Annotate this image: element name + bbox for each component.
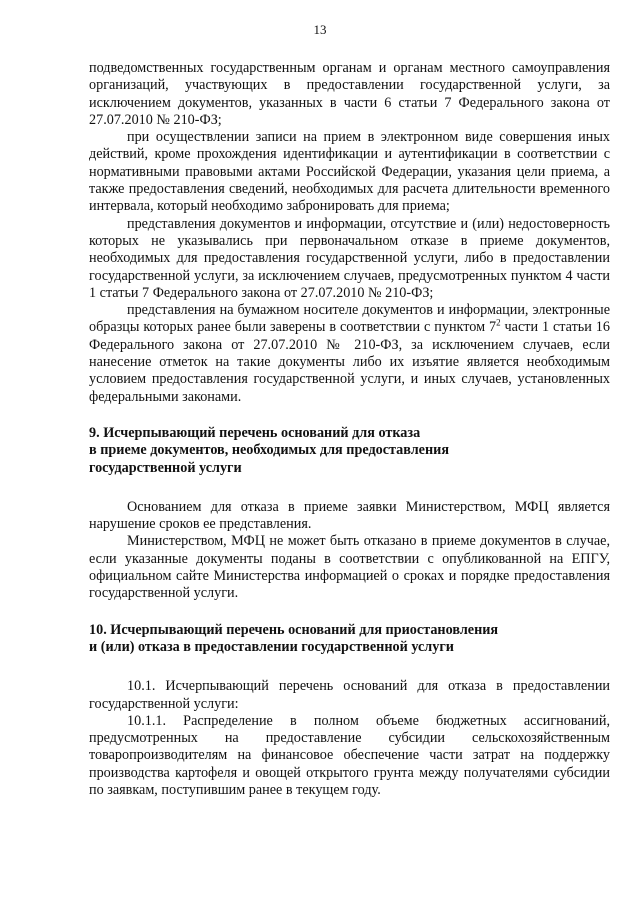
- section-9-paragraph: Министерством, МФЦ не может быть отказано в приеме документов в случае, если указанные документы поданы в соответствии с опубликованной на ЕПГУ, официальном сайте Министерства информацией о сроках и порядке предоставления государственной услуги.: [89, 533, 610, 602]
- section-9-heading: [89, 425, 610, 477]
- section-9-heading-line: в приеме документов, необходимых для предоставления: [89, 442, 449, 459]
- section-10-paragraph: 10.1. Исчерпывающий перечень оснований для отказа в предоставлении государственной услуги:: [89, 678, 610, 712]
- section-10-heading-line: 10. Исчерпывающий перечень оснований для приостановления: [89, 621, 499, 638]
- paragraph-electronic-appointment: при осуществлении записи на прием в электронном виде совершения иных действий, кроме прохождения идентификации и аутентификации в соответствии с нормативными правовыми актами Российской Федерации, указания цели приема, а также предоставления сведений, необходимых для расчета длительности временного интервала, который необходимо забронировать для приема;: [89, 129, 610, 215]
- paragraph-paper-documents-end: части 1 статьи 16 Федерального закона от 27.07.2010 № 210-ФЗ, за исключением случаев, если нанесение отметок на такие документы либо их изъятие является необходимым условием предоставления государственной услуги, и иных случаев, установленных федеральными законами.: [89, 319, 610, 405]
- paragraph-paper-documents-start: представления на бумажном носителе документов и информации, электронные образцы которых ранее были заверены в соответствии с пунктом 7: [89, 302, 610, 336]
- document-body: [89, 60, 610, 799]
- section-9-paragraph: Основанием для отказа в приеме заявки Министерством, МФЦ является нарушение сроков ее представления.: [89, 498, 610, 533]
- section-9-heading-line: 9. Исчерпывающий перечень оснований для отказа: [89, 424, 421, 441]
- paragraph-subordinate-organizations: подведомственных государственным органам и органам местного самоуправления организаций, участвующих в предоставлении государственной услуги, за исключением документов, указанных в части 6 статьи 7 Федерального закона от 27.07.2010 № 210-ФЗ;: [89, 60, 610, 128]
- section-10-paragraph: 10.1.1. Распределение в полном объеме бюджетных ассигнований, предусмотренных на предоставление субсидии сельскохозяйственным товаропроизводителям на финансовое обеспечение части затрат на поддержку производства картофеля и овощей открытого грунта между получателями субсидии по заявкам, поступившим ранее в текущем году.: [89, 712, 610, 798]
- section-10-heading-line: и (или) отказа в предоставлении государственной услуги: [89, 638, 454, 655]
- page-number: 13: [313, 22, 327, 37]
- paragraph-paper-documents: [89, 302, 610, 406]
- superscript-number: 2: [496, 317, 501, 328]
- section-10-heading: [89, 622, 610, 657]
- paragraph-document-submission: представления документов и информации, отсутствие и (или) недостоверность которых не указывались при первоначальном отказе в приеме документов, необходимых для предоставления государственной услуги, либо в предоставлении государственной услуги, за исключением случаев, предусмотренных пунктом 4 части 1 статьи 7 Федерального закона от 27.07.2010 № 210-ФЗ;: [89, 215, 610, 301]
- section-9-heading-line: государственной услуги: [89, 459, 242, 476]
